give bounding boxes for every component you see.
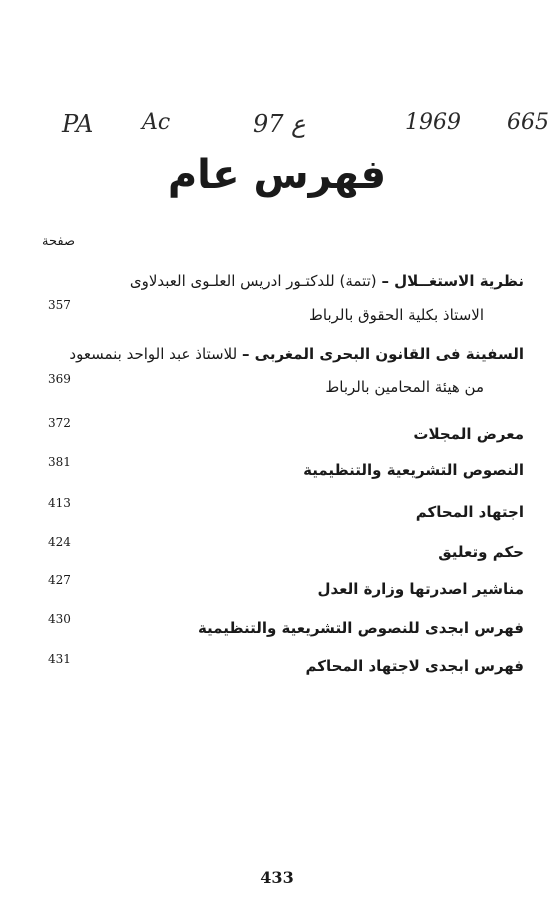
handwritten-note: PA bbox=[62, 110, 94, 138]
entry-author: (تتمة) للدكتـور ادريس العلـوى العبدلاوى bbox=[129, 272, 377, 290]
entry-title: اجتهاد المحاكم bbox=[415, 503, 524, 521]
toc-entry bbox=[69, 345, 524, 363]
toc-entry bbox=[84, 461, 524, 479]
entry-author-affiliation: الاستاذ بكلية الحقوق بالرباط bbox=[309, 306, 484, 324]
page-number: 433 bbox=[260, 868, 294, 887]
toc-entry bbox=[84, 425, 524, 443]
entry-page-number: 381 bbox=[48, 455, 71, 469]
entry-page-number: 424 bbox=[48, 535, 71, 549]
toc-entry bbox=[84, 619, 524, 637]
entry-title: مناشير اصدرتها وزارة العدل bbox=[317, 580, 524, 598]
toc-entry bbox=[84, 657, 524, 675]
entry-page-number: 357 bbox=[48, 298, 71, 312]
entry-title: النصوص التشريعية والتنظيمية bbox=[303, 461, 524, 479]
entry-title: حكم وتعليق bbox=[438, 543, 524, 561]
page-column-label: صفحة bbox=[42, 234, 75, 249]
handwritten-note: 1969 bbox=[405, 110, 461, 135]
toc-entry bbox=[84, 272, 524, 290]
entry-page-number: 369 bbox=[48, 372, 71, 386]
entry-title: نظرية الاستغــلال – bbox=[381, 272, 524, 290]
entry-title: فهرس ابجدى لاجتهاد المحاكم bbox=[305, 657, 524, 675]
entry-author: للاستاذ عبد الواحد بنمسعود bbox=[69, 345, 238, 363]
entry-page-number: 413 bbox=[48, 496, 71, 510]
entry-title: معرض المجلات bbox=[413, 425, 524, 443]
entry-title: السفينة فى القانون البحرى المغربى – bbox=[241, 345, 524, 363]
handwritten-note: 97 ع bbox=[253, 110, 306, 138]
handwritten-note: 665 bbox=[507, 110, 549, 135]
handwritten-note: Ac bbox=[142, 110, 171, 135]
entry-page-number: 430 bbox=[48, 612, 71, 626]
entry-title: فهرس ابجدى للنصوص التشريعية والتنظيمية bbox=[197, 619, 524, 637]
entry-page-number: 431 bbox=[48, 652, 71, 666]
toc-entry bbox=[84, 503, 524, 521]
page-title: فهرس عام bbox=[167, 152, 387, 198]
entry-author-affiliation: من هيئة المحامين بالرباط bbox=[325, 378, 484, 396]
entry-page-number: 427 bbox=[48, 573, 71, 587]
toc-entry bbox=[84, 580, 524, 598]
entry-page-number: 372 bbox=[48, 416, 71, 430]
toc-entry bbox=[84, 543, 524, 561]
